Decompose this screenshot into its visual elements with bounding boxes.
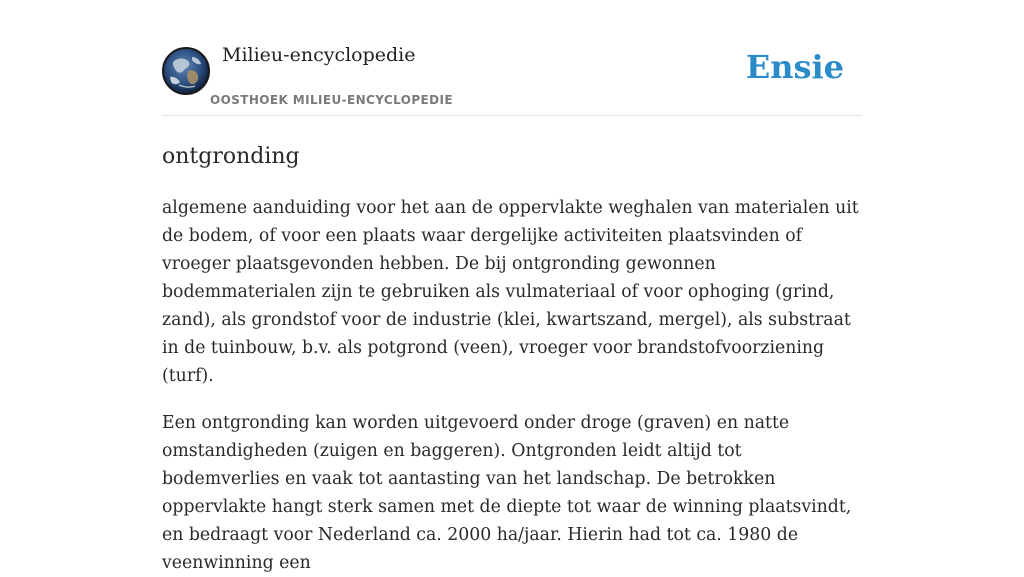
ensie-brand-link[interactable]: Ensie <box>745 48 844 86</box>
site-title[interactable]: Milieu-encyclopedie <box>222 44 416 66</box>
entry-body <box>162 194 862 577</box>
content-column <box>162 0 862 577</box>
site-subtitle[interactable]: OOSTHOEK MILIEU-ENCYCLOPEDIE <box>210 93 453 107</box>
entry-title: ontgronding <box>162 144 300 169</box>
entry-paragraph: Een ontgronding kan worden uitgevoerd onder droge (graven) en natte omstandigheden (zuigen en baggeren). Ontgronden leidt altijd tot bodemverlies en vaak tot aantasting van het landschap. De betrokken oppervlakte hangt sterk samen met de diepte tot waar de winning plaatsvindt, en bedraagt voor Nederland ca. 2000 ha/jaar. Hierin had tot ca. 1980 de veenwinning een <box>162 413 852 573</box>
earth-globe-icon[interactable] <box>162 47 210 95</box>
site-header <box>162 0 862 116</box>
entry-paragraph: algemene aanduiding voor het aan de oppervlakte weghalen van materialen uit de bodem, of voor een plaats waar dergelijke activiteiten plaatsvinden of vroeger plaatsgevonden hebben. De bij ontgronding gewonnen bodemmaterialen zijn te gebruiken als vulmateriaal of voor ophoging (grind, zand), als grondstof voor de industrie (klei, kwartszand, mergel), als substraat in de tuinbouw, b.v. als potgrond (veen), vroeger voor brandstofvoorziening (turf). <box>162 198 859 386</box>
